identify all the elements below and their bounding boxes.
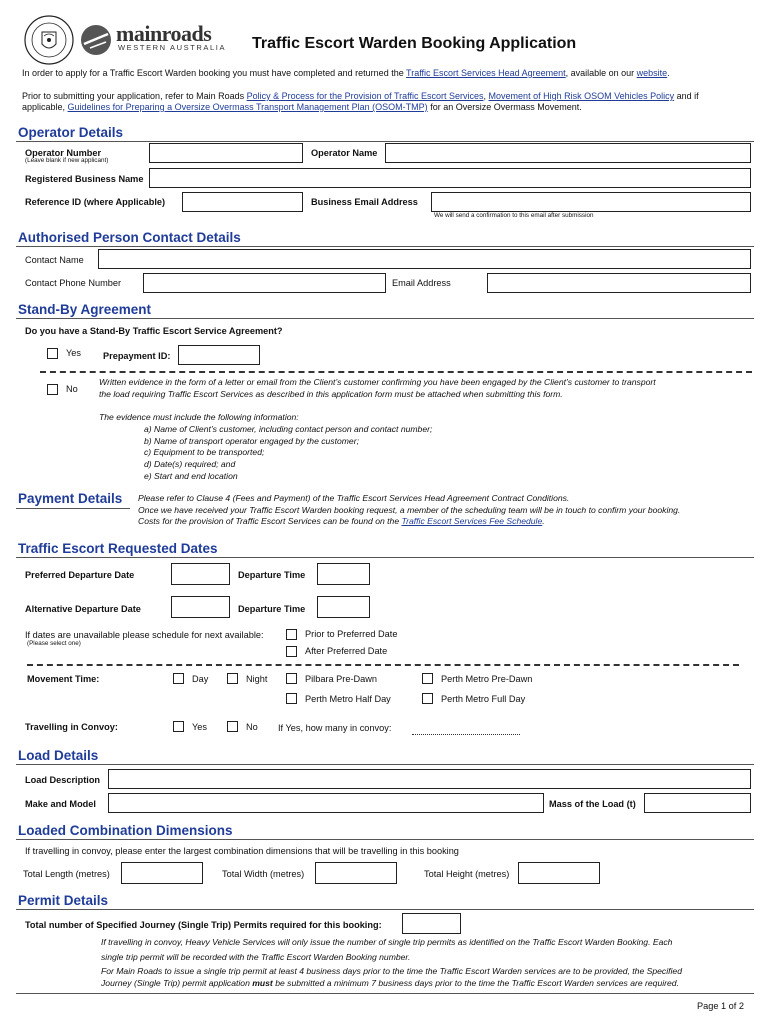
prepayment-id-input[interactable] (178, 345, 260, 365)
intro-line-3: applicable, Guidelines for Preparing a Oversize Overmass Transport Management Plan (OSOM-TMP) for an Oversize Overmass Movement. (22, 102, 582, 112)
movement-time-label: Movement Time: (27, 674, 100, 684)
policy-process-link[interactable]: Policy & Process for the Provision of Traffic Escort Services (246, 91, 484, 101)
permit-note-3: For Main Roads to issue a single trip permit at least 4 business days prior to the time the Traffic Escort Warden services are to be provided, the Specified (101, 966, 682, 976)
convoy-label: Travelling in Convoy: (25, 722, 118, 732)
page-number: Page 1 of 2 (697, 1001, 744, 1011)
convoy-no-checkbox[interactable] (227, 721, 238, 732)
business-name-input[interactable] (149, 168, 751, 188)
website-link[interactable]: website (636, 68, 668, 78)
total-width-label: Total Width (metres) (222, 869, 305, 879)
combination-heading: Loaded Combination Dimensions (18, 823, 233, 838)
night-checkbox[interactable] (227, 673, 238, 684)
convoy-count-input[interactable] (412, 734, 520, 735)
day-checkbox[interactable] (173, 673, 184, 684)
perth-halfday-checkbox[interactable] (286, 693, 297, 704)
intro-line-2: Prior to submitting your application, refer to Main Roads Policy & Process for the Provision of Traffic Escort Services, Movement of High Risk OSOM Vehicles Policy and if (22, 91, 699, 101)
reference-id-input[interactable] (182, 192, 303, 212)
standby-yes-label: Yes (66, 348, 81, 358)
logo-wordmark: mainroads (116, 21, 212, 46)
evidence-item: d) Date(s) required; and (144, 459, 236, 469)
load-description-input[interactable] (108, 769, 751, 789)
intro-line-1: In order to apply for a Traffic Escort Warden booking you must have completed and returned the Traffic Escort Services Head Agreement, available on our website. (22, 68, 670, 78)
contact-name-label: Contact Name (25, 255, 84, 265)
mainroads-logo (80, 21, 230, 56)
standby-divider (40, 371, 752, 373)
authorised-person-heading: Authorised Person Contact Details (18, 230, 241, 245)
select-one-note: (Please select one) (27, 640, 81, 647)
payment-heading: Payment Details (18, 491, 123, 506)
convoy-yes-label: Yes (192, 722, 207, 732)
osom-tmp-guidelines-link[interactable]: Guidelines for Preparing a Oversize Overmass Transport Management Plan (OSOM-TMP) (67, 102, 428, 112)
evidence-item: b) Name of transport operator engaged by the customer; (144, 436, 359, 446)
pilbara-predawn-checkbox[interactable] (286, 673, 297, 684)
logo-subtitle: WESTERN AUSTRALIA (118, 43, 227, 52)
mass-input[interactable] (644, 793, 751, 813)
permit-question: Total number of Specified Journey (Single Trip) Permits required for this booking: (25, 920, 382, 930)
convoy-count-label: If Yes, how many in convoy: (278, 723, 392, 733)
no-evidence-text-1: Written evidence in the form of a letter or email from the Client’s customer confirming you have been engaged by the Client’s customer to transport (99, 377, 656, 387)
prior-to-preferred-checkbox[interactable] (286, 629, 297, 640)
make-model-input[interactable] (108, 793, 544, 813)
operator-name-input[interactable] (385, 143, 751, 163)
head-agreement-link[interactable]: Traffic Escort Services Head Agreement (406, 68, 566, 78)
evidence-item: a) Name of Client’s customer, including contact person and contact number; (144, 424, 433, 434)
preferred-time-input[interactable] (317, 563, 370, 585)
no-evidence-text-2: the load requiring Traffic Escort Services as described in this application form must be attached when submitting this form. (99, 389, 563, 399)
operator-number-label: Operator Number (25, 148, 102, 158)
dates-divider (27, 664, 739, 666)
permit-heading: Permit Details (18, 893, 109, 908)
pilbara-predawn-label: Pilbara Pre-Dawn (305, 674, 377, 684)
reference-id-label: Reference ID (where Applicable) (25, 197, 166, 207)
total-length-input[interactable] (121, 862, 203, 884)
operator-name-label: Operator Name (311, 148, 378, 158)
payment-line-1: Please refer to Clause 4 (Fees and Payment) of the Traffic Escort Services Head Agreement Contract Conditions. (138, 493, 570, 503)
unavailable-label: If dates are unavailable please schedule for next available: (25, 630, 264, 640)
standby-yes-checkbox[interactable] (47, 348, 58, 359)
email-address-label: Email Address (392, 278, 451, 288)
payment-line-3: Costs for the provision of Traffic Escort Services can be found on the Traffic Escort Services Fee Schedule. (138, 516, 545, 526)
after-preferred-checkbox[interactable] (286, 646, 297, 657)
permit-note-1: If travelling in convoy, Heavy Vehicle Services will only issue the number of single trip permits as identified on the Traffic Escort Warden Booking. Each (101, 937, 673, 947)
standby-no-checkbox[interactable] (47, 384, 58, 395)
wa-government-crest (22, 14, 76, 66)
contact-phone-input[interactable] (143, 273, 386, 293)
contact-phone-label: Contact Phone Number (25, 278, 122, 288)
business-name-label: Registered Business Name (25, 174, 144, 184)
total-length-label: Total Length (metres) (23, 869, 110, 879)
fee-schedule-link[interactable]: Traffic Escort Services Fee Schedule (401, 516, 543, 526)
alternative-date-input[interactable] (171, 596, 230, 618)
permit-note-2: single trip permit will be recorded with the Traffic Escort Warden Booking number. (101, 952, 411, 962)
perth-fullday-checkbox[interactable] (422, 693, 433, 704)
alternative-date-label: Alternative Departure Date (25, 604, 141, 614)
prepayment-label: Prepayment ID: (103, 351, 171, 361)
total-width-input[interactable] (315, 862, 397, 884)
osom-policy-link[interactable]: Movement of High Risk OSOM Vehicles Policy (488, 91, 675, 101)
operator-details-heading: Operator Details (18, 125, 124, 140)
email-address-input[interactable] (487, 273, 751, 293)
evidence-intro: The evidence must include the following information: (99, 412, 299, 422)
perth-predawn-label: Perth Metro Pre-Dawn (441, 674, 533, 684)
standby-no-label: No (66, 384, 78, 394)
day-label: Day (192, 674, 209, 684)
departure-time-label: Departure Time (238, 570, 306, 580)
mass-label: Mass of the Load (t) (549, 799, 636, 809)
page-title: Traffic Escort Warden Booking Application (252, 35, 577, 52)
convoy-yes-checkbox[interactable] (173, 721, 184, 732)
prior-to-preferred-label: Prior to Preferred Date (305, 629, 398, 639)
standby-question: Do you have a Stand-By Traffic Escort Service Agreement? (25, 326, 283, 336)
load-description-label: Load Description (25, 775, 101, 785)
preferred-date-label: Preferred Departure Date (25, 570, 135, 580)
standby-heading: Stand-By Agreement (18, 302, 152, 317)
email-confirmation-note: We will send a confirmation to this email after submission (434, 212, 594, 219)
alternative-time-input[interactable] (317, 596, 370, 618)
total-height-label: Total Height (metres) (424, 869, 510, 879)
perth-predawn-checkbox[interactable] (422, 673, 433, 684)
requested-dates-heading: Traffic Escort Requested Dates (18, 541, 218, 556)
combination-note: If travelling in convoy, please enter the largest combination dimensions that will be travelling in this booking (25, 846, 459, 856)
permit-count-input[interactable] (402, 913, 461, 934)
total-height-input[interactable] (518, 862, 600, 884)
load-details-heading: Load Details (18, 748, 99, 763)
convoy-no-label: No (246, 722, 258, 732)
after-preferred-label: After Preferred Date (305, 646, 388, 656)
perth-fullday-label: Perth Metro Full Day (441, 694, 526, 704)
permit-note-4: Journey (Single Trip) permit application must be submitted a minimum 7 business days prior to the time the Traffic Escort Warden services are required. (101, 978, 679, 988)
night-label: Night (246, 674, 268, 684)
payment-line-2: Once we have received your Traffic Escort Warden booking request, a member of the scheduling team will be in touch to confirm your booking. (138, 505, 681, 515)
perth-halfday-label: Perth Metro Half Day (305, 694, 391, 704)
contact-name-input[interactable] (98, 249, 751, 269)
operator-number-input[interactable] (149, 143, 303, 163)
make-model-label: Make and Model (25, 799, 96, 809)
business-email-input[interactable] (431, 192, 751, 212)
business-email-label: Business Email Address (311, 197, 418, 207)
operator-number-note: (Leave blank if new applicant) (25, 157, 109, 164)
preferred-date-input[interactable] (171, 563, 230, 585)
departure-time-label-2: Departure Time (238, 604, 306, 614)
evidence-item: c) Equipment to be transported; (144, 447, 265, 457)
evidence-item: e) Start and end location (144, 471, 238, 481)
